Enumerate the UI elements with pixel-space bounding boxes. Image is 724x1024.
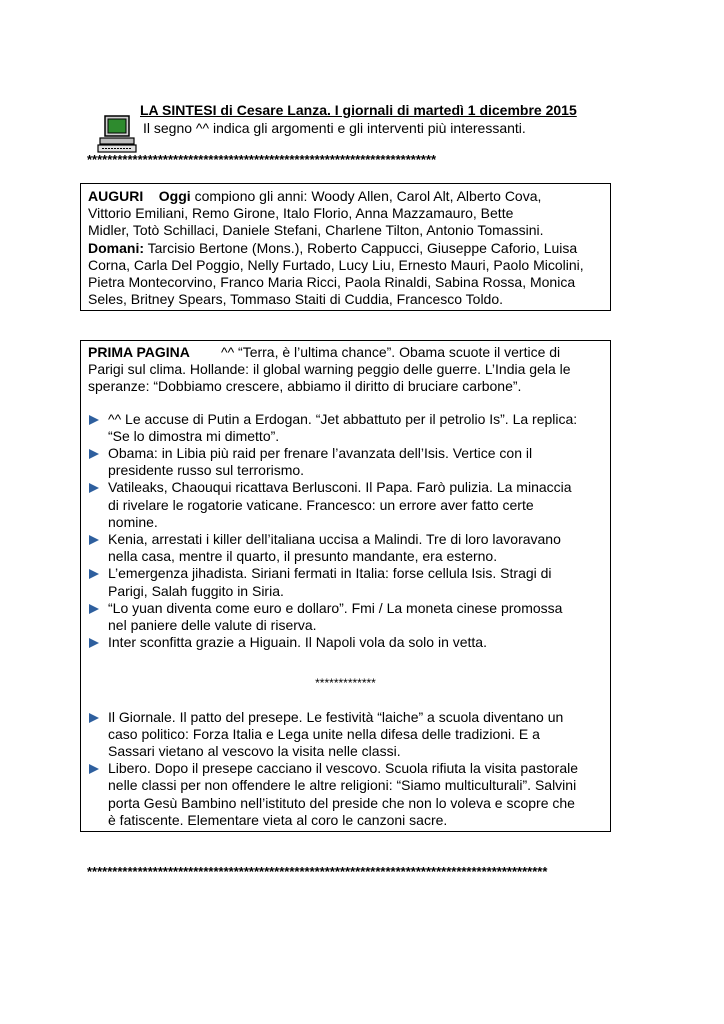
arrow-bullet-icon <box>89 569 99 579</box>
list-item-line: nel paniere delle valute di riserva. <box>108 617 317 634</box>
list-item <box>88 411 603 445</box>
domani-line-1 <box>88 240 603 257</box>
list-item-line: Vatileaks, Chaouqui ricattava Berlusconi. Il Papa. Farò pulizia. La minaccia <box>108 479 572 496</box>
arrow-bullet-icon <box>89 604 99 614</box>
domani-text: Tarcisio Bertone (Mons.), Roberto Cappucci, Giuseppe Caforio, Luisa <box>144 239 578 256</box>
prima-pagina-box <box>80 340 611 832</box>
oggi-line-2: Vittorio Emiliani, Remo Girone, Italo Florio, Anna Mazzamauro, Bette <box>88 205 514 222</box>
document-title: LA SINTESI di Cesare Lanza. I giornali di martedì 1 dicembre 2015 <box>140 102 577 118</box>
oggi-line-3: Midler, Totò Schillaci, Daniele Stefani, Charlene Tilton, Antonio Tomassini. <box>88 222 544 239</box>
prima-pagina-line-1 <box>88 344 603 361</box>
list-item-line: di rivelare le rogatorie vaticane. Francesco: un errore aver fatto certe <box>108 496 534 513</box>
oggi-label: Oggi <box>158 188 191 204</box>
domani-label: Domani: <box>88 239 144 256</box>
prima-pagina-line-3: speranze: “Dobbiamo crescere, abbiamo il diritto di bruciare carbone”. <box>88 378 522 395</box>
news-list <box>88 411 603 652</box>
domani-line-4: Seles, Britney Spears, Tommaso Staiti di Cuddia, Francesco Toldo. <box>88 291 504 308</box>
list-item-line: Libero. Dopo il presepe cacciano il vescovo. Scuola rifiuta la visita pastorale <box>108 760 579 777</box>
arrow-bullet-icon <box>89 449 99 459</box>
list-item-line: L’emergenza jihadista. Siriani fermati in Italia: forse cellula Isis. Stragi di <box>108 565 552 582</box>
arrow-bullet-icon <box>89 535 99 545</box>
list-item-line: Parigi, Salah fuggito in Siria. <box>108 582 284 599</box>
list-item-line: è fatiscente. Elementare vieta al coro le canzoni sacre. <box>108 811 448 828</box>
list-item <box>88 445 603 479</box>
list-item-line: ^^ Le accuse di Putin a Erdogan. “Jet abbattuto per il petrolio Is”. La replica: <box>108 410 578 427</box>
arrow-bullet-icon <box>89 483 99 493</box>
auguri-box <box>80 183 611 311</box>
domani-line-2: Corna, Carla Del Poggio, Nelly Furtado, Lucy Liu, Ernesto Mauri, Paolo Micolini, <box>88 256 584 273</box>
list-item-line: Obama: in Libia più raid per frenare l’avanzata dell’Isis. Vertice con il <box>108 445 533 462</box>
list-item-line: caso politico: Forza Italia e Lega unite nella difesa delle tradizioni. E a <box>108 725 540 742</box>
domani-line-3: Pietra Montecorvino, Franco Maria Ricci, Paola Rinaldi, Sabina Rossa, Monica <box>88 274 576 291</box>
list-item <box>88 760 603 829</box>
list-item <box>88 634 603 651</box>
arrow-bullet-icon <box>89 638 99 648</box>
prima-pagina-label: PRIMA PAGINA <box>88 344 190 360</box>
list-item-line: “Lo yuan diventa come euro e dollaro”. Fmi / La moneta cinese promossa <box>108 599 563 616</box>
list-item-line: porta Gesù Bambino nell’istituto del preside che non lo voleva e scopre che <box>108 794 575 811</box>
separator-top: ********************************************************************* <box>87 152 437 167</box>
separator-middle: ************* <box>315 676 376 691</box>
list-item <box>88 709 603 761</box>
list-item-line: Il Giornale. Il patto del presepe. Le festività “laiche” a scuola diventano un <box>108 708 564 725</box>
computer-icon <box>96 114 138 154</box>
list-item <box>88 600 603 634</box>
list-item-line: “Se lo dimostra mi dimetto”. <box>108 427 280 444</box>
prima-pagina-line-2: Parigi sul clima. Hollande: il global warning peggio delle guerre. L’India gela le <box>88 361 571 378</box>
list-item-line: nomine. <box>108 513 158 530</box>
list-item <box>88 479 603 531</box>
list-item <box>88 565 603 599</box>
auguri-label: AUGURI <box>88 188 144 204</box>
list-item-line: presidente russo sul terrorismo. <box>108 462 305 479</box>
arrow-bullet-icon <box>89 764 99 774</box>
separator-bottom: ******************************************************************************************* <box>87 864 548 879</box>
news-list-2 <box>88 709 603 829</box>
auguri-line-1 <box>88 188 603 205</box>
prima-pagina-intro: ^^ “Terra, è l’ultima chance”. Obama scuote il vertice di <box>189 344 561 360</box>
document-subtitle: Il segno ^^ indica gli argomenti e gli interventi più interessanti. <box>143 120 526 136</box>
arrow-bullet-icon <box>89 415 99 425</box>
list-item-line: nelle classi per non offendere le altre religioni: “Siamo multiculturali”. Salvini <box>108 777 577 794</box>
list-item <box>88 531 603 565</box>
list-item-line: Sassari vietano al vescovo la visita nelle classi. <box>108 743 401 760</box>
list-item-line: nella casa, mentre il quarto, il presunto mandante, era esterno. <box>108 548 498 565</box>
list-item-line: Kenia, arrestati i killer dell’italiana uccisa a Malindi. Tre di loro lavoravano <box>108 531 561 548</box>
arrow-bullet-icon <box>89 713 99 723</box>
oggi-text: compiono gli anni: Woody Allen, Carol Alt, Alberto Cova, <box>190 188 542 204</box>
list-item-line: Inter sconfitta grazie a Higuain. Il Napoli vola da solo in vetta. <box>108 634 487 651</box>
